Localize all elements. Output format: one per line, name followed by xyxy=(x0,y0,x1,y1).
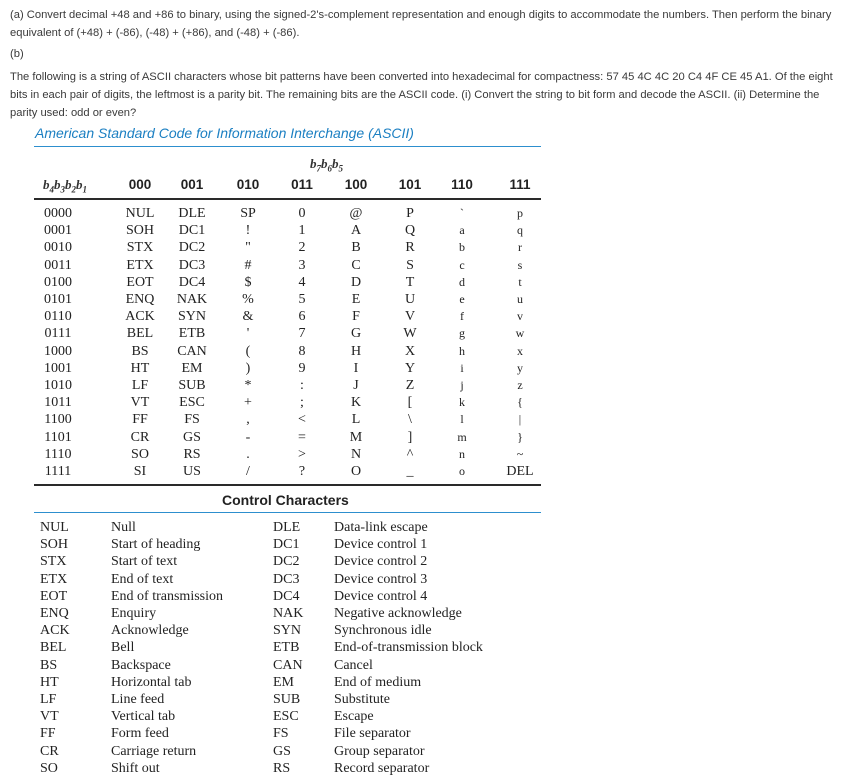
control-abbr: ETX xyxy=(40,571,68,587)
ascii-cell: DC2 xyxy=(178,240,206,256)
ascii-cell: - xyxy=(245,429,251,445)
ascii-cell: DEL xyxy=(506,464,534,479)
ascii-cell: " xyxy=(245,240,251,256)
ascii-cell: i xyxy=(460,360,464,375)
ascii-cell: > xyxy=(298,446,306,462)
ascii-cell: g xyxy=(459,326,465,341)
question-part-a: (a) Convert decimal +48 and +86 to binary, using the signed-2's-complement representation and enough digits to accommodate the numbers. Then perform the binary equivalent of (+48) + (-86), (-48) + (+86), and (-48) + (-86). xyxy=(10,9,832,39)
control-abbr: DC1 xyxy=(273,537,300,553)
ascii-cell: J xyxy=(353,378,359,393)
ascii-cell: R xyxy=(405,240,415,256)
ascii-cell: EM xyxy=(181,360,203,376)
ascii-cell: w xyxy=(515,326,525,341)
control-description: Record separator xyxy=(334,760,430,776)
ascii-cell: CR xyxy=(130,429,150,445)
row-code: 0111 xyxy=(44,326,72,342)
control-abbr: HT xyxy=(40,674,59,690)
ascii-cell: ! xyxy=(245,223,251,239)
ascii-cell: _ xyxy=(406,464,414,479)
ascii-cell: T xyxy=(405,274,415,290)
ascii-cell: 1 xyxy=(298,223,306,239)
ascii-cell: BEL xyxy=(126,326,154,342)
ascii-cell: Q xyxy=(404,223,416,239)
ascii-cell: r xyxy=(518,240,522,255)
ascii-cell: SI xyxy=(133,464,147,479)
control-description: Device control 1 xyxy=(334,537,428,553)
ascii-cell: LF xyxy=(131,378,149,393)
ascii-cell: . xyxy=(246,446,250,462)
control-description: Device control 4 xyxy=(334,588,428,604)
control-abbr: BS xyxy=(40,657,58,673)
ascii-cell: = xyxy=(298,429,306,445)
ascii-cell: c xyxy=(459,257,465,272)
control-description: Enquiry xyxy=(111,606,157,621)
control-abbr: DC3 xyxy=(273,571,300,587)
ascii-cell: j xyxy=(460,378,464,392)
ascii-cell: NUL xyxy=(125,206,155,221)
ascii-cell: FF xyxy=(132,412,148,428)
control-description: Shift out xyxy=(111,760,160,776)
control-abbr: DC2 xyxy=(273,554,300,570)
ascii-cell: N xyxy=(350,446,362,462)
ascii-cell: FS xyxy=(184,412,200,428)
row-code: 1001 xyxy=(44,360,72,376)
control-abbr: CAN xyxy=(273,657,303,673)
ascii-cell: A xyxy=(350,223,362,239)
control-abbr: NAK xyxy=(273,606,304,621)
column-header: 010 xyxy=(236,177,260,192)
ascii-cell: ACK xyxy=(125,309,155,325)
control-abbr: ETB xyxy=(273,640,300,656)
row-code: 0011 xyxy=(44,257,72,273)
ascii-cell: k xyxy=(459,395,465,410)
ascii-cell: DC1 xyxy=(178,223,206,239)
ascii-cell: / xyxy=(246,464,250,479)
control-abbr: LF xyxy=(40,692,57,707)
ascii-cell: ESC xyxy=(179,395,205,411)
control-description: Substitute xyxy=(334,692,391,707)
row-code: 0010 xyxy=(44,240,72,256)
ascii-cell: m xyxy=(457,429,467,444)
ascii-cell: p xyxy=(517,206,523,220)
ascii-cell: & xyxy=(242,309,254,325)
ascii-cell: H xyxy=(350,343,362,359)
ascii-cell: t xyxy=(518,274,522,289)
control-description: Group separator xyxy=(334,743,425,759)
control-description: Negative acknowledge xyxy=(334,606,462,621)
control-abbr: STX xyxy=(40,554,67,570)
ascii-cell: DLE xyxy=(178,206,206,221)
ascii-cell: 9 xyxy=(298,360,306,376)
ascii-cell: GS xyxy=(183,429,201,445)
ascii-cell: W xyxy=(403,326,417,342)
ascii-cell: s xyxy=(517,257,523,272)
ascii-cell: o xyxy=(459,464,465,478)
ascii-cell: 2 xyxy=(298,240,306,256)
ascii-cell: 4 xyxy=(298,274,306,290)
control-abbr: GS xyxy=(273,743,291,759)
ascii-cell: X xyxy=(404,343,416,359)
ascii-cell: ~ xyxy=(516,446,524,461)
ascii-cell: DC4 xyxy=(178,274,206,290)
control-description: Acknowledge xyxy=(111,623,189,639)
control-description: Horizontal tab xyxy=(111,674,192,690)
control-description: End-of-transmission block xyxy=(334,640,483,656)
ascii-cell: e xyxy=(459,292,465,306)
ascii-cell: \ xyxy=(408,412,412,428)
row-code: 0100 xyxy=(44,274,72,290)
ascii-cell: S xyxy=(406,257,414,273)
ascii-cell: < xyxy=(298,412,306,428)
control-description: Vertical tab xyxy=(111,709,176,725)
ascii-cell: 6 xyxy=(298,309,306,325)
ascii-cell: VT xyxy=(130,395,150,411)
row-code: 1100 xyxy=(44,412,72,428)
control-description: File separator xyxy=(334,726,411,742)
ascii-cell: { xyxy=(517,395,523,410)
ascii-cell: @ xyxy=(349,206,363,221)
ascii-cell: V xyxy=(404,309,416,325)
control-abbr: BEL xyxy=(40,640,67,656)
ascii-cell: Z xyxy=(405,378,415,393)
ascii-cell: 5 xyxy=(298,292,306,307)
ascii-cell: 8 xyxy=(298,343,306,359)
control-abbr: SYN xyxy=(273,623,302,639)
question-part-b-label: (b) xyxy=(10,48,24,60)
ascii-cell: ? xyxy=(298,464,306,479)
control-abbr: EM xyxy=(273,674,294,690)
control-abbr: RS xyxy=(273,760,291,776)
ascii-cell: [ xyxy=(407,395,413,411)
control-abbr: EOT xyxy=(40,588,68,604)
row-code: 1110 xyxy=(44,446,72,462)
row-code: 1101 xyxy=(44,429,72,445)
ascii-cell: h xyxy=(459,343,465,358)
ascii-cell: l xyxy=(460,412,464,427)
ascii-cell: : xyxy=(300,378,304,393)
control-abbr: FS xyxy=(273,726,289,742)
control-description: Data-link escape xyxy=(334,520,428,535)
ascii-cell: # xyxy=(244,257,252,273)
ascii-cell: HT xyxy=(130,360,150,376)
ascii-cell: SP xyxy=(240,206,256,221)
row-code: 0000 xyxy=(44,206,72,221)
ascii-cell: 7 xyxy=(298,326,306,342)
row-code: 1000 xyxy=(44,343,72,359)
control-description: Bell xyxy=(111,640,135,656)
table-bottom-rule xyxy=(34,484,541,486)
ascii-cell: EOT xyxy=(126,274,154,290)
ascii-cell: ` xyxy=(460,206,464,220)
ascii-cell: 3 xyxy=(298,257,306,273)
ascii-cell: RS xyxy=(183,446,201,462)
column-header: 101 xyxy=(398,177,422,192)
ascii-cell: ' xyxy=(246,326,250,342)
ascii-cell: O xyxy=(350,464,362,479)
ascii-cell: B xyxy=(351,240,361,256)
ascii-cell: C xyxy=(351,257,361,273)
control-abbr: SUB xyxy=(273,692,301,707)
control-description: Cancel xyxy=(334,657,373,673)
control-description: Device control 2 xyxy=(334,554,428,570)
question-part-b: The following is a string of ASCII characters whose bit patterns have been converted into hexadecimal for compactness: 57 45 4C 4C 20 C4 4F CE 45 A1. Of the eight bits in each pair of digits, the leftmost is a parity bit. The remaining bits are the ASCII code. (i) Convert the string to bit form and decode the ASCII. (ii) Determine the parity used: odd or even? xyxy=(10,71,833,119)
row-code: 0110 xyxy=(44,309,72,325)
row-code: 0001 xyxy=(44,223,72,239)
ascii-cell: E xyxy=(351,292,361,307)
ascii-cell: ENQ xyxy=(125,292,155,307)
ascii-cell: , xyxy=(246,412,250,428)
ascii-cell: SYN xyxy=(177,309,206,325)
ascii-cell: } xyxy=(517,429,523,444)
control-description: Carriage return xyxy=(111,743,197,759)
ascii-cell: F xyxy=(352,309,360,325)
control-description: End of transmission xyxy=(111,588,223,604)
control-description: Start of heading xyxy=(111,537,201,553)
ascii-cell: z xyxy=(517,378,523,392)
control-description: Null xyxy=(111,520,136,535)
ascii-cell: u xyxy=(517,292,523,306)
control-abbr: NUL xyxy=(40,520,69,535)
ascii-cell: NAK xyxy=(176,292,208,307)
column-header: 001 xyxy=(180,177,204,192)
header-rule xyxy=(34,198,541,200)
row-code: 1010 xyxy=(44,378,72,393)
ascii-cell: D xyxy=(350,274,362,290)
ascii-cell: SO xyxy=(131,446,149,462)
ascii-cell: Y xyxy=(404,360,416,376)
ascii-cell: ; xyxy=(300,395,304,411)
ascii-cell: | xyxy=(518,412,522,427)
column-header: 011 xyxy=(291,177,313,192)
ascii-cell: SUB xyxy=(178,378,206,393)
column-header: 110 xyxy=(451,177,473,192)
column-header: 000 xyxy=(128,177,152,192)
row-code: 1011 xyxy=(44,395,72,411)
ascii-cell: M xyxy=(349,429,363,445)
ascii-cell: + xyxy=(244,395,252,411)
control-description: End of medium xyxy=(334,674,422,690)
ascii-cell: $ xyxy=(244,274,252,290)
ascii-cell: CAN xyxy=(177,343,207,359)
control-underline xyxy=(34,512,541,513)
ascii-cell: K xyxy=(350,395,362,411)
ascii-figure-title: American Standard Code for Information Interchange (ASCII) xyxy=(35,125,414,141)
control-abbr: DC4 xyxy=(273,588,300,604)
ascii-cell: U xyxy=(404,292,416,307)
row-code: 0101 xyxy=(44,292,72,307)
ascii-cell: 0 xyxy=(298,206,306,221)
ascii-cell: d xyxy=(459,274,465,289)
control-description: Form feed xyxy=(111,726,169,742)
control-abbr: VT xyxy=(40,709,59,725)
ascii-cell: * xyxy=(244,378,252,393)
ascii-cell: STX xyxy=(126,240,154,256)
control-description: Escape xyxy=(334,709,374,725)
column-header: 100 xyxy=(344,177,368,192)
control-abbr: SOH xyxy=(40,537,69,553)
ascii-cell: ) xyxy=(245,360,251,376)
ascii-cell: BS xyxy=(131,343,149,359)
ascii-cell: ] xyxy=(407,429,413,445)
control-description: Device control 3 xyxy=(334,571,428,587)
ascii-cell: a xyxy=(459,223,465,238)
control-abbr: ACK xyxy=(40,623,70,639)
control-description: Synchronous idle xyxy=(334,623,432,639)
title-underline xyxy=(34,146,541,147)
ascii-cell: ( xyxy=(245,343,251,359)
ascii-cell: L xyxy=(351,412,361,428)
row-code: 1111 xyxy=(44,464,72,479)
ascii-cell: v xyxy=(517,309,523,324)
control-abbr: FF xyxy=(40,726,56,742)
control-abbr: ENQ xyxy=(40,606,69,621)
ascii-cell: n xyxy=(459,446,465,461)
control-description: Line feed xyxy=(111,692,165,707)
control-abbr: DLE xyxy=(273,520,301,535)
col-group-label: $b_7b_6b_5$ xyxy=(310,156,343,174)
ascii-cell: SOH xyxy=(125,223,154,239)
ascii-cell: x xyxy=(517,343,523,358)
column-header: 111 xyxy=(509,177,531,192)
ascii-cell: % xyxy=(242,292,254,307)
ascii-cell: US xyxy=(183,464,201,479)
control-abbr: ESC xyxy=(273,709,299,725)
ascii-cell: y xyxy=(517,360,523,375)
control-description: Backspace xyxy=(111,657,171,673)
ascii-cell: b xyxy=(459,240,465,255)
ascii-cell: ^ xyxy=(406,446,414,462)
ascii-cell: f xyxy=(460,309,464,324)
ascii-cell: DC3 xyxy=(178,257,206,273)
ascii-cell: q xyxy=(517,223,523,238)
control-characters-title: Control Characters xyxy=(222,492,349,508)
control-description: End of text xyxy=(111,571,174,587)
ascii-cell: G xyxy=(350,326,362,342)
control-abbr: SO xyxy=(40,760,58,776)
ascii-cell: P xyxy=(406,206,414,221)
control-description: Start of text xyxy=(111,554,178,570)
ascii-cell: ETX xyxy=(126,257,154,273)
control-abbr: CR xyxy=(40,743,59,759)
row-label-header: $b_4b_3b_2b_1$ xyxy=(43,177,87,195)
ascii-cell: I xyxy=(353,360,359,376)
ascii-cell: ETB xyxy=(178,326,206,342)
